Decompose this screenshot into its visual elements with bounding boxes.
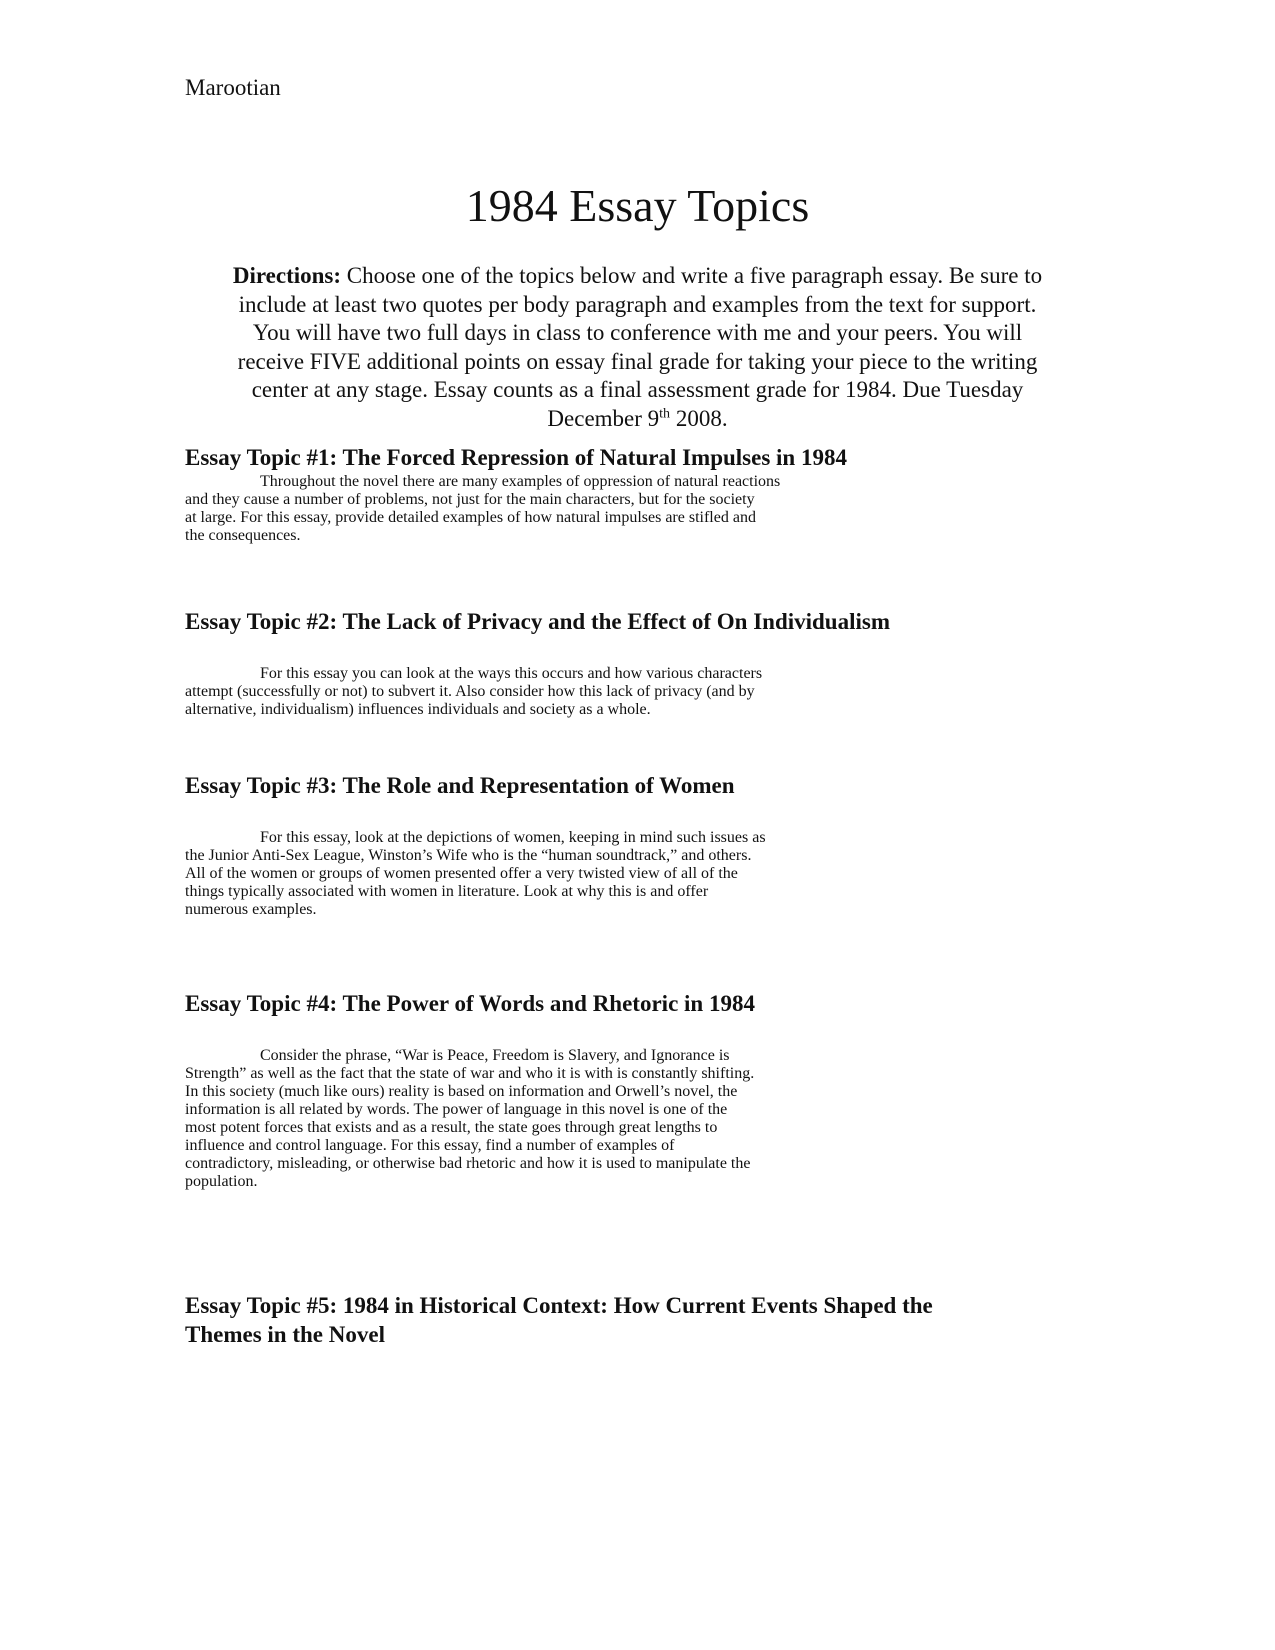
essay-topic-1 xyxy=(185,444,1090,545)
topic-body-line: All of the women or groups of women presented offer a very twisted view of all of the xyxy=(185,865,738,882)
topic-body-line: alternative, individualism) influences individuals and society as a whole. xyxy=(185,701,651,718)
topic-body-line: Throughout the novel there are many examples of oppression of natural reactions xyxy=(260,472,781,490)
directions-label: Directions: xyxy=(232,263,342,288)
topic-body-line: the Junior Anti-Sex League, Winston’s Wife who is the “human soundtrack,” and others. xyxy=(185,847,752,864)
directions-line xyxy=(185,262,1090,291)
due-date-year: 2008. xyxy=(670,405,728,431)
directions-line: You will have two full days in class to conference with me and your peers. You will xyxy=(252,320,1023,345)
topic-body-line: contradictory, misleading, or otherwise bad rhetoric and how it is used to manipulate the xyxy=(185,1155,751,1172)
due-date-text: December 9 xyxy=(547,405,660,431)
topic-body-line: numerous examples. xyxy=(185,901,317,918)
topic-heading: Essay Topic #3: The Role and Representation of Women xyxy=(185,773,735,798)
topic-body-line: at large. For this essay, provide detailed examples of how natural impulses are stifled and xyxy=(185,508,756,526)
directions-line: center at any stage. Essay counts as a final assessment grade for 1984. Due Tuesday xyxy=(251,377,1024,402)
topic-body-line: the consequences. xyxy=(185,526,301,544)
topic-heading: Essay Topic #5: 1984 in Historical Context: How Current Events Shaped the xyxy=(185,1293,933,1318)
topic-body-line: influence and control language. For this essay, find a number of examples of xyxy=(185,1137,675,1154)
directions-line: receive FIVE additional points on essay final grade for taking your piece to the writing xyxy=(237,348,1038,374)
essay-topic-4 xyxy=(185,990,1090,1191)
topic-heading: Essay Topic #1: The Forced Repression of Natural Impulses in 1984 xyxy=(185,445,847,470)
topic-body-line: attempt (successfully or not) to subvert it. Also consider how this lack of privacy (and by xyxy=(185,683,755,700)
essay-topic-2 xyxy=(185,608,1090,719)
essay-topic-5 xyxy=(185,1292,1090,1349)
topic-body-line: population. xyxy=(185,1173,258,1190)
due-date xyxy=(185,405,1090,434)
essay-topic-3 xyxy=(185,772,1090,919)
topic-heading: Essay Topic #2: The Lack of Privacy and the Effect of On Individualism xyxy=(185,609,890,634)
topic-body-line: things typically associated with women in literature. Look at why this is and offer xyxy=(185,883,709,900)
due-date-suffix: th xyxy=(659,405,671,421)
topic-body-line: Strength” as well as the fact that the state of war and who it is with is constantly shifting. xyxy=(185,1065,755,1082)
topic-heading: Themes in the Novel xyxy=(185,1321,385,1347)
topic-body-line: and they cause a number of problems, not just for the main characters, but for the society xyxy=(185,490,755,508)
topic-body-line: most potent forces that exists and as a result, the state goes through great lengths to xyxy=(185,1119,718,1136)
directions-block xyxy=(185,262,1090,433)
topic-body-line: information is all related by words. The power of language in this novel is one of the xyxy=(185,1101,728,1118)
page-title: 1984 Essay Topics xyxy=(465,180,810,231)
topic-body-line: For this essay, look at the depictions of women, keeping in mind such issues as xyxy=(260,829,766,846)
topic-body-line: For this essay you can look at the ways this occurs and how various characters xyxy=(260,665,763,682)
topic-heading: Essay Topic #4: The Power of Words and Rhetoric in 1984 xyxy=(185,991,755,1016)
author-name: Marootian xyxy=(185,75,281,100)
topic-body-line: Consider the phrase, “War is Peace, Freedom is Slavery, and Ignorance is xyxy=(260,1047,730,1064)
topic-body-line: In this society (much like ours) reality is based on information and Orwell’s novel, the xyxy=(185,1083,738,1100)
directions-line: include at least two quotes per body paragraph and examples from the text for support. xyxy=(238,291,1037,317)
directions-text: Choose one of the topics below and write a five paragraph essay. Be sure to xyxy=(346,263,1043,288)
